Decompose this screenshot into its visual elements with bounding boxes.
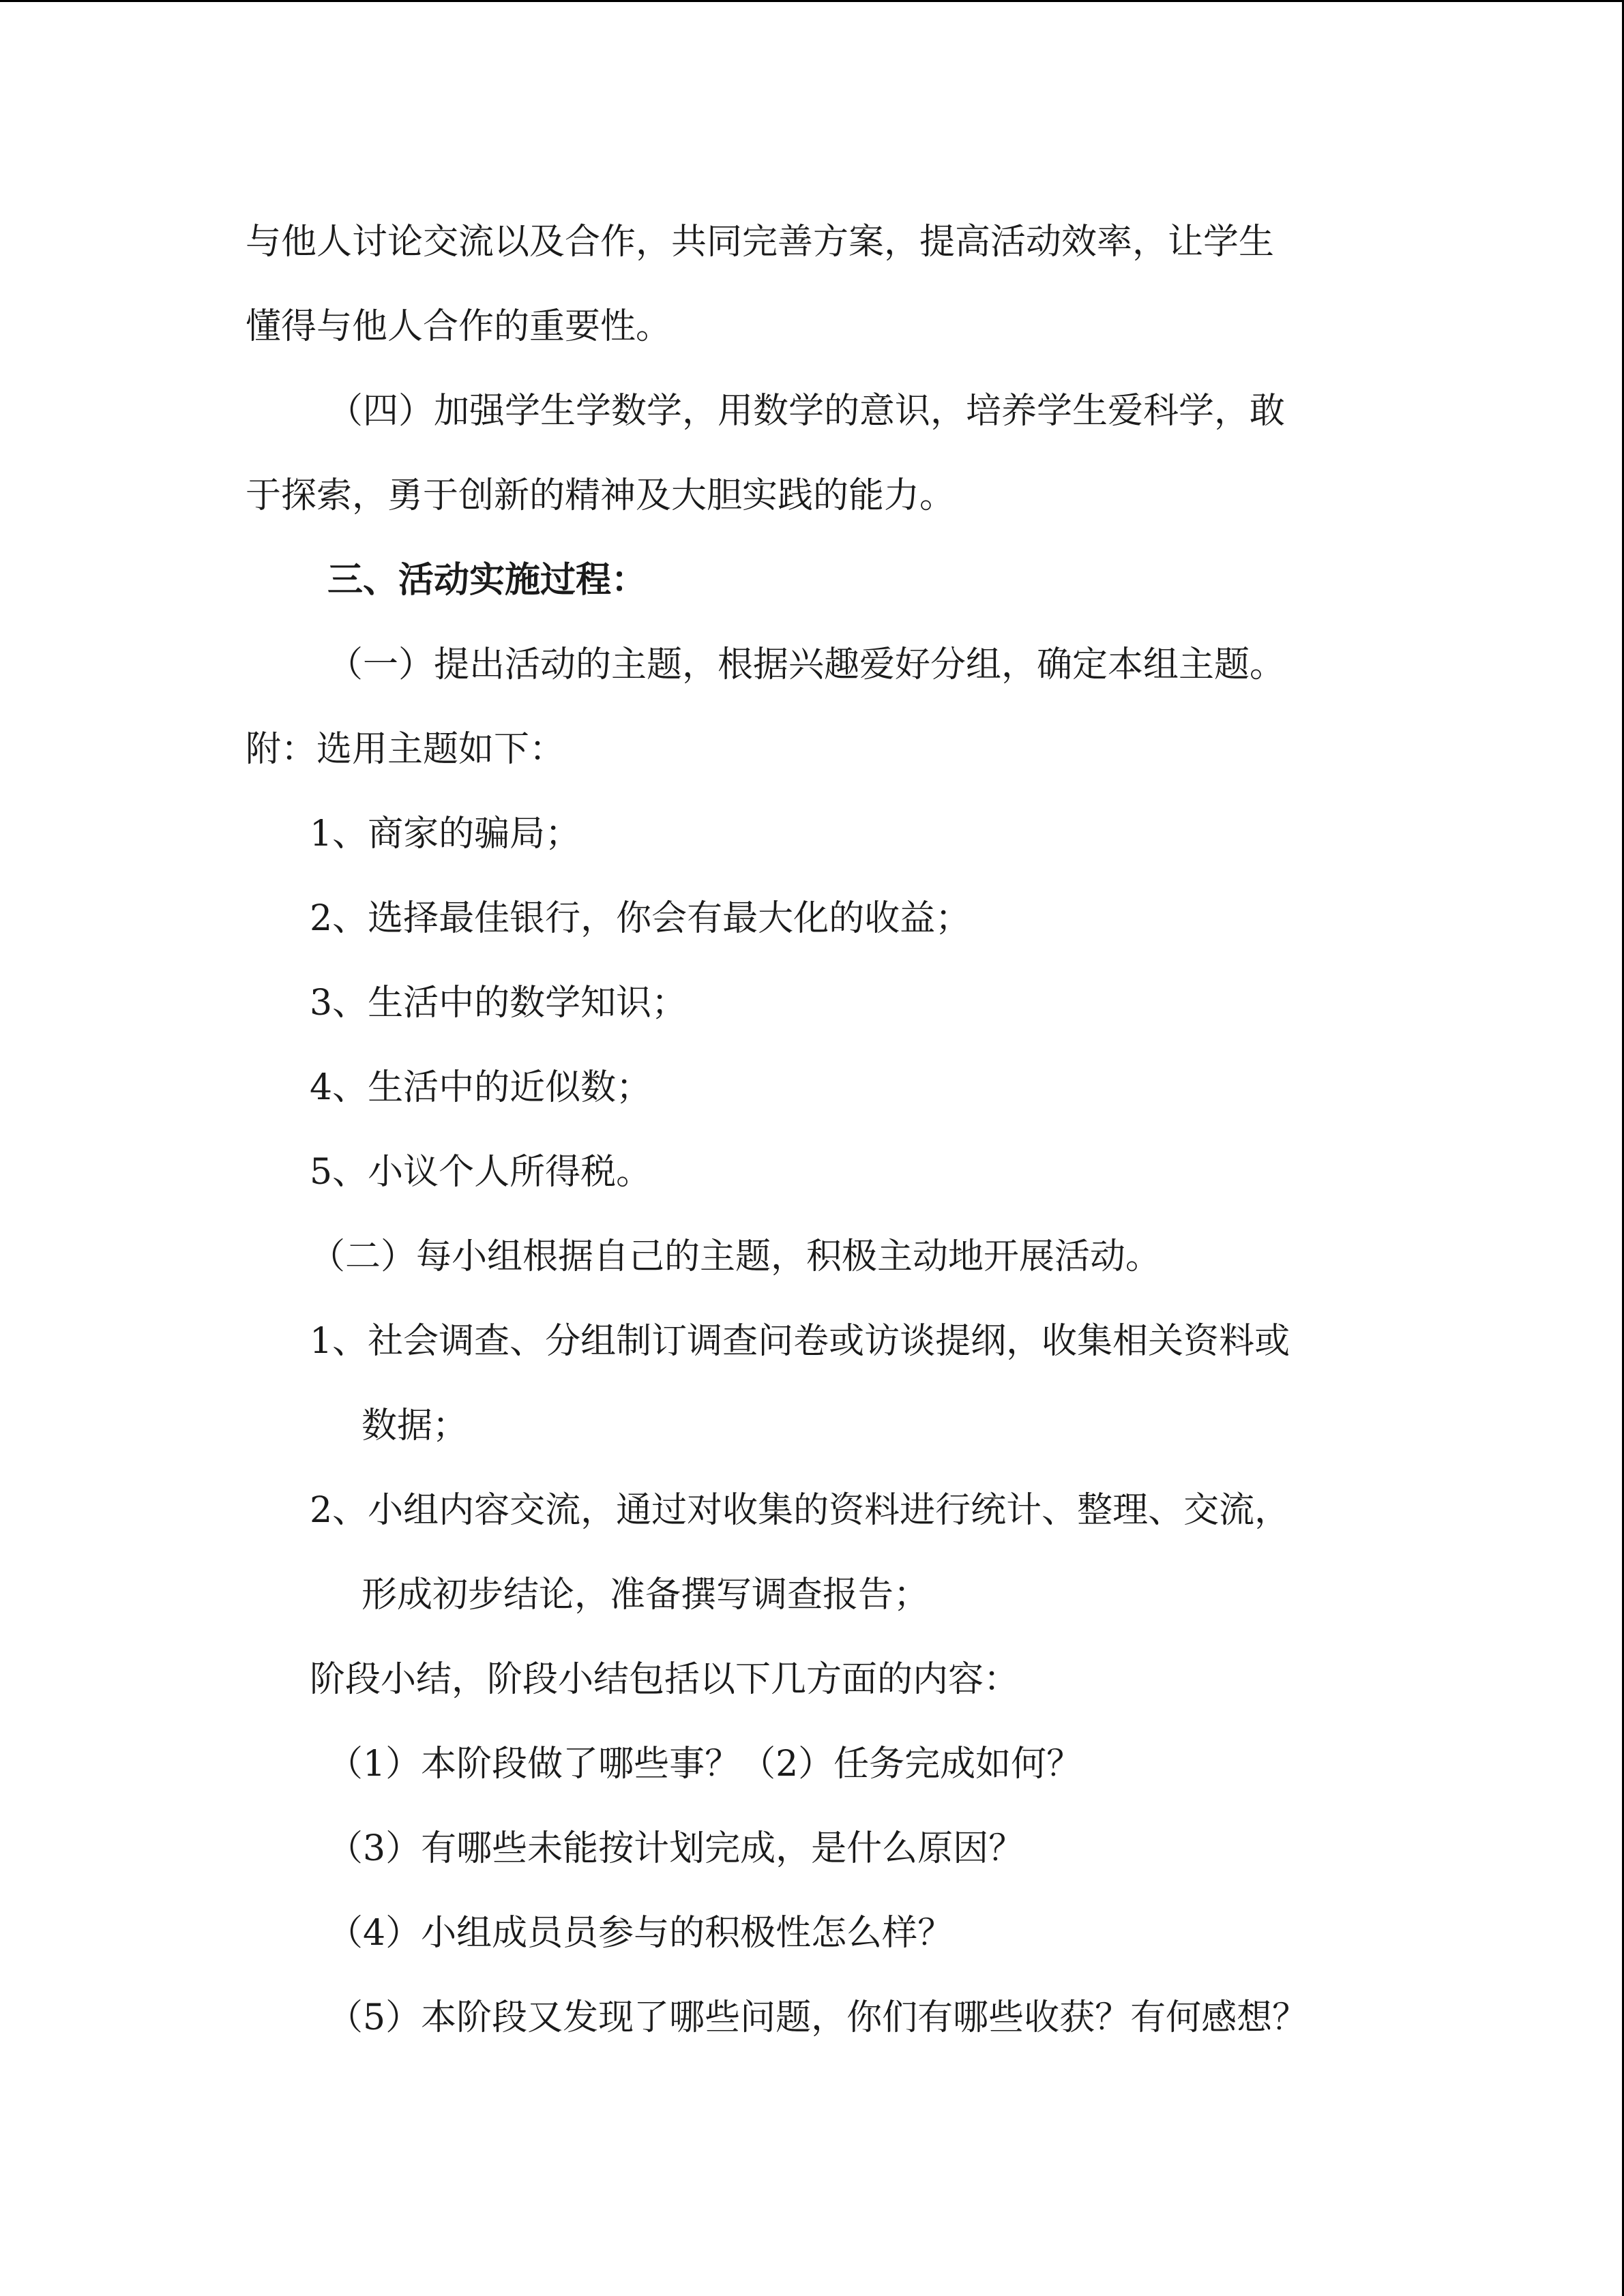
paragraph-line: 阶段小结，阶段小结包括以下几方面的内容： xyxy=(310,1659,1020,1700)
list-item: 3、生活中的数学知识； xyxy=(310,983,688,1024)
list-item-continuation: 形成初步结论，准备撰写调查报告； xyxy=(361,1575,930,1615)
paragraph-line: 附：选用主题如下： xyxy=(246,729,565,770)
list-item: 5、小议个人所得税。 xyxy=(310,1152,652,1193)
list-item: （1）本阶段做了哪些事？（2）任务完成如何？ xyxy=(327,1744,1082,1785)
section-heading: 三、活动实施过程： xyxy=(327,560,647,601)
list-item: 1、社会调查、分组制订调查问卷或访谈提纲，收集相关资料或 xyxy=(310,1321,1290,1362)
paragraph-line: （二）每小组根据自己的主题，积极主动地开展活动。 xyxy=(310,1236,1162,1277)
list-item: （4）小组成员员参与的积极性怎么样？ xyxy=(327,1913,954,1954)
paragraph-line: （四）加强学生学数学，用数学的意识，培养学生爱科学，敢 xyxy=(327,391,1286,432)
list-item: 2、选择最佳银行，你会有最大化的收益； xyxy=(310,898,971,939)
paragraph-line: 于探索，勇于创新的精神及大胆实践的能力。 xyxy=(246,475,956,516)
list-item: 4、生活中的近似数； xyxy=(310,1067,652,1108)
list-item: （3）有哪些未能按计划完成，是什么原因？ xyxy=(327,1828,1024,1869)
paragraph-line: 与他人讨论交流以及合作，共同完善方案，提高活动效率，让学生 xyxy=(246,222,1275,263)
paragraph-line: （一）提出活动的主题，根据兴趣爱好分组，确定本组主题。 xyxy=(327,644,1286,685)
paragraph-line: 懂得与他人合作的重要性。 xyxy=(246,306,672,347)
list-item: （5）本阶段又发现了哪些问题，你们有哪些收获？有何感想？ xyxy=(327,1997,1308,2038)
list-item: 1、商家的骗局； xyxy=(310,814,581,854)
list-item: 2、小组内容交流，通过对收集的资料进行统计、整理、交流， xyxy=(310,1490,1290,1531)
list-item-continuation: 数据； xyxy=(361,1405,469,1446)
